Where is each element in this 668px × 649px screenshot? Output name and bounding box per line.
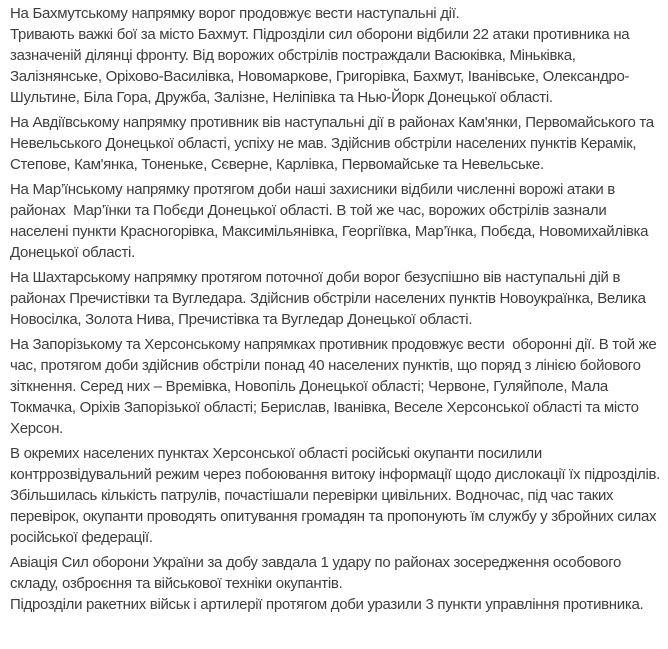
paragraph-kherson-counterintelligence: В окремих населених пунктах Херсонської області російські окупанти посилили контррозвідувальний режим через побоювання витоку інформації щодо дислокації їх підрозділів. Збільшилась кількість патрулів, почастішали перевірки цивільних. Водночас, під час таких перевірок, окупанти проводять опитування громадян та пропонують їм службу у збройних силах російської федерації. bbox=[10, 445, 664, 546]
paragraph-aviation-strikes: Авіація Сил оборони України за добу завдала 1 удару по районах зосередження особового складу, озброєння та військової техніки окупантів. bbox=[10, 554, 625, 592]
paragraph-zaporizhzhia-kherson-direction: На Запорізькому та Херсонському напрямках противник продовжує вести оборонні дії. В той же час, протягом доби здійснив обстріли понад 40 населених пунктів, що поряд з лінією бойового зіткнення. Серед них – Времівка, Новопіль Донецької області; Червоне, Гуляйполе, Мала Токмачка, Оріхів Запорізької області; Берислав, Іванівка, Веселе Херсонської області та місто Херсон. bbox=[10, 336, 661, 437]
paragraph-missile-artillery-strikes: Підрозділи ракетних військ і артилерії протягом доби уразили 3 пункти управління противника. bbox=[10, 596, 644, 613]
paragraph-shakhtarsk-direction: На Шахтарському напрямку протягом поточної доби ворог безуспішно вів наступальні дій в районах Пречистівки та Вугледара. Здійснив обстріли населених пунктів Новоукраїнка, Велика Новосілка, Золота Нива, Пречистівка та Вугледар Донецької області. bbox=[10, 269, 650, 328]
paragraph-bakhmut-intro: На Бахмутському напрямку ворог продовжує вести наступальні дії. bbox=[10, 5, 460, 22]
paragraph-marinka-direction: На Мар’їнському напрямку протягом доби наші захисники відбили численні ворожі атаки в районах Мар’їнки та Побєди Донецької області. В той же час, ворожих обстрілів зазнали населені пункти Красногорівка, Максимільянівка, Георгіївка, Мар’їнка, Побєда, Новомихайлівка Донецької області. bbox=[10, 181, 653, 261]
paragraph-avdiivka-direction: На Авдіївському напрямку противник вів наступальні дії в районах Кам'янки, Первомайського та Невельського Донецької області, успіху не мав. Здійснив обстріли населених пунктів Керамік, Степове, Кам'янка, Тоненьке, Сєверне, Карлівка, Первомайське та Невельське. bbox=[10, 114, 658, 173]
paragraph-bakhmut-details: Тривають важкі бої за місто Бахмут. Підрозділи сил оборони відбили 22 атаки противника на зазначеній ділянці фронту. Від ворожих обстрілів постраждали Васюківка, Міньківка, Залізнянське, Оріхово-Василівка, Новомаркове, Григорівка, Бахмут, Іванівське, Олександро-Шультине, Біла Гора, Дружба, Залізне, Неліпівка та Нью-Йорк Донецької області. bbox=[10, 26, 634, 106]
